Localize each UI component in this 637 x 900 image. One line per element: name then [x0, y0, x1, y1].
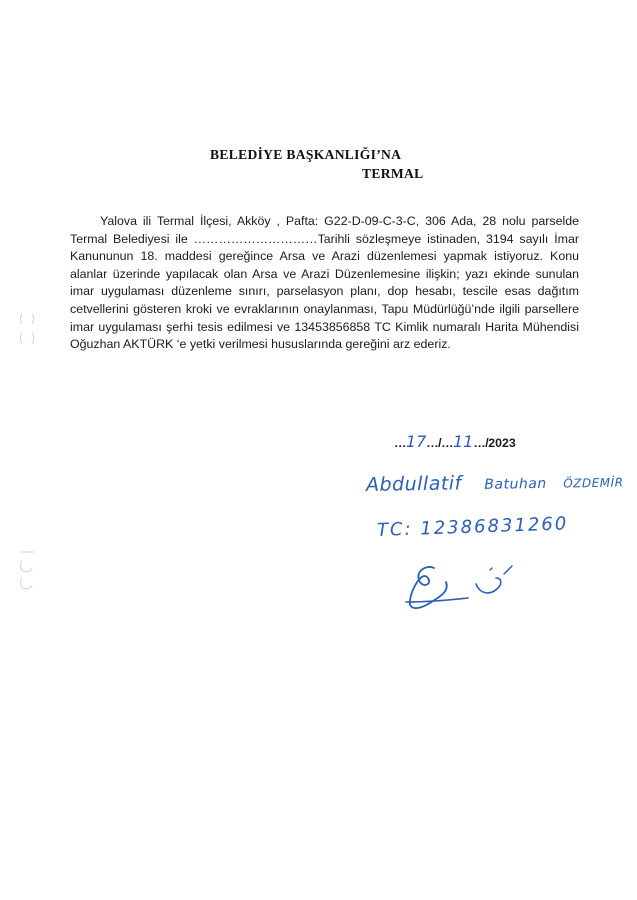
name-last: ÖZDEMİR — [563, 475, 624, 491]
date-month: 11 — [452, 432, 474, 451]
petition-body — [70, 213, 579, 354]
petition-paragraph: Yalova ili Termal İlçesi, Akköy , Pafta: G22-D-09-C-3-C, 306 Ada, 28 nolu parselde Termal Belediyesi ile …………………………Tarihli sözleşmeye istinaden, 3194 sayılı İmar Kanununun 18. maddesi gereğince Arsa ve Arazi düzenlemesi yapmak istiyoruz. Konu alanlar üzerinde yapılacak olan Arsa ve Arazi Düzenlemesine ilişkin; yazı ekinde sunulan imar uygulaması düzenleme sınırı, parselasyon planı, dop hesabı, tescile esas dağıtım cetvellerini gösteren kroki ve evraklarının onaylanması, Tapu Müdürlüğü’nde ilgili parsellere imar uygulaması şerhi tesis edilmesi ve 13453856858 TC Kimlik numaralı Harita Mühendisi Oğuzhan AKTÜRK ‘e yetki verilmesi hususlarında gereğini arz ederiz. — [70, 214, 579, 352]
addressee-title: BELEDİYE BAŞKANLIĞI’NA — [210, 147, 402, 162]
punch-hole-marks — [18, 548, 40, 597]
date-year: 2023 — [488, 436, 516, 450]
handwritten-tc-number: TC: 12386831260 — [376, 513, 569, 541]
signature — [398, 558, 538, 623]
name-first: Abdullatif — [365, 472, 462, 496]
date-line: …17…/…11…/2023 — [394, 432, 516, 451]
handwritten-name — [366, 470, 624, 496]
name-middle: Batuhan — [484, 475, 547, 493]
addressee-city: TERMAL — [362, 166, 424, 181]
punch-hole-marks — [18, 308, 40, 353]
date-day: 17 — [405, 432, 427, 451]
